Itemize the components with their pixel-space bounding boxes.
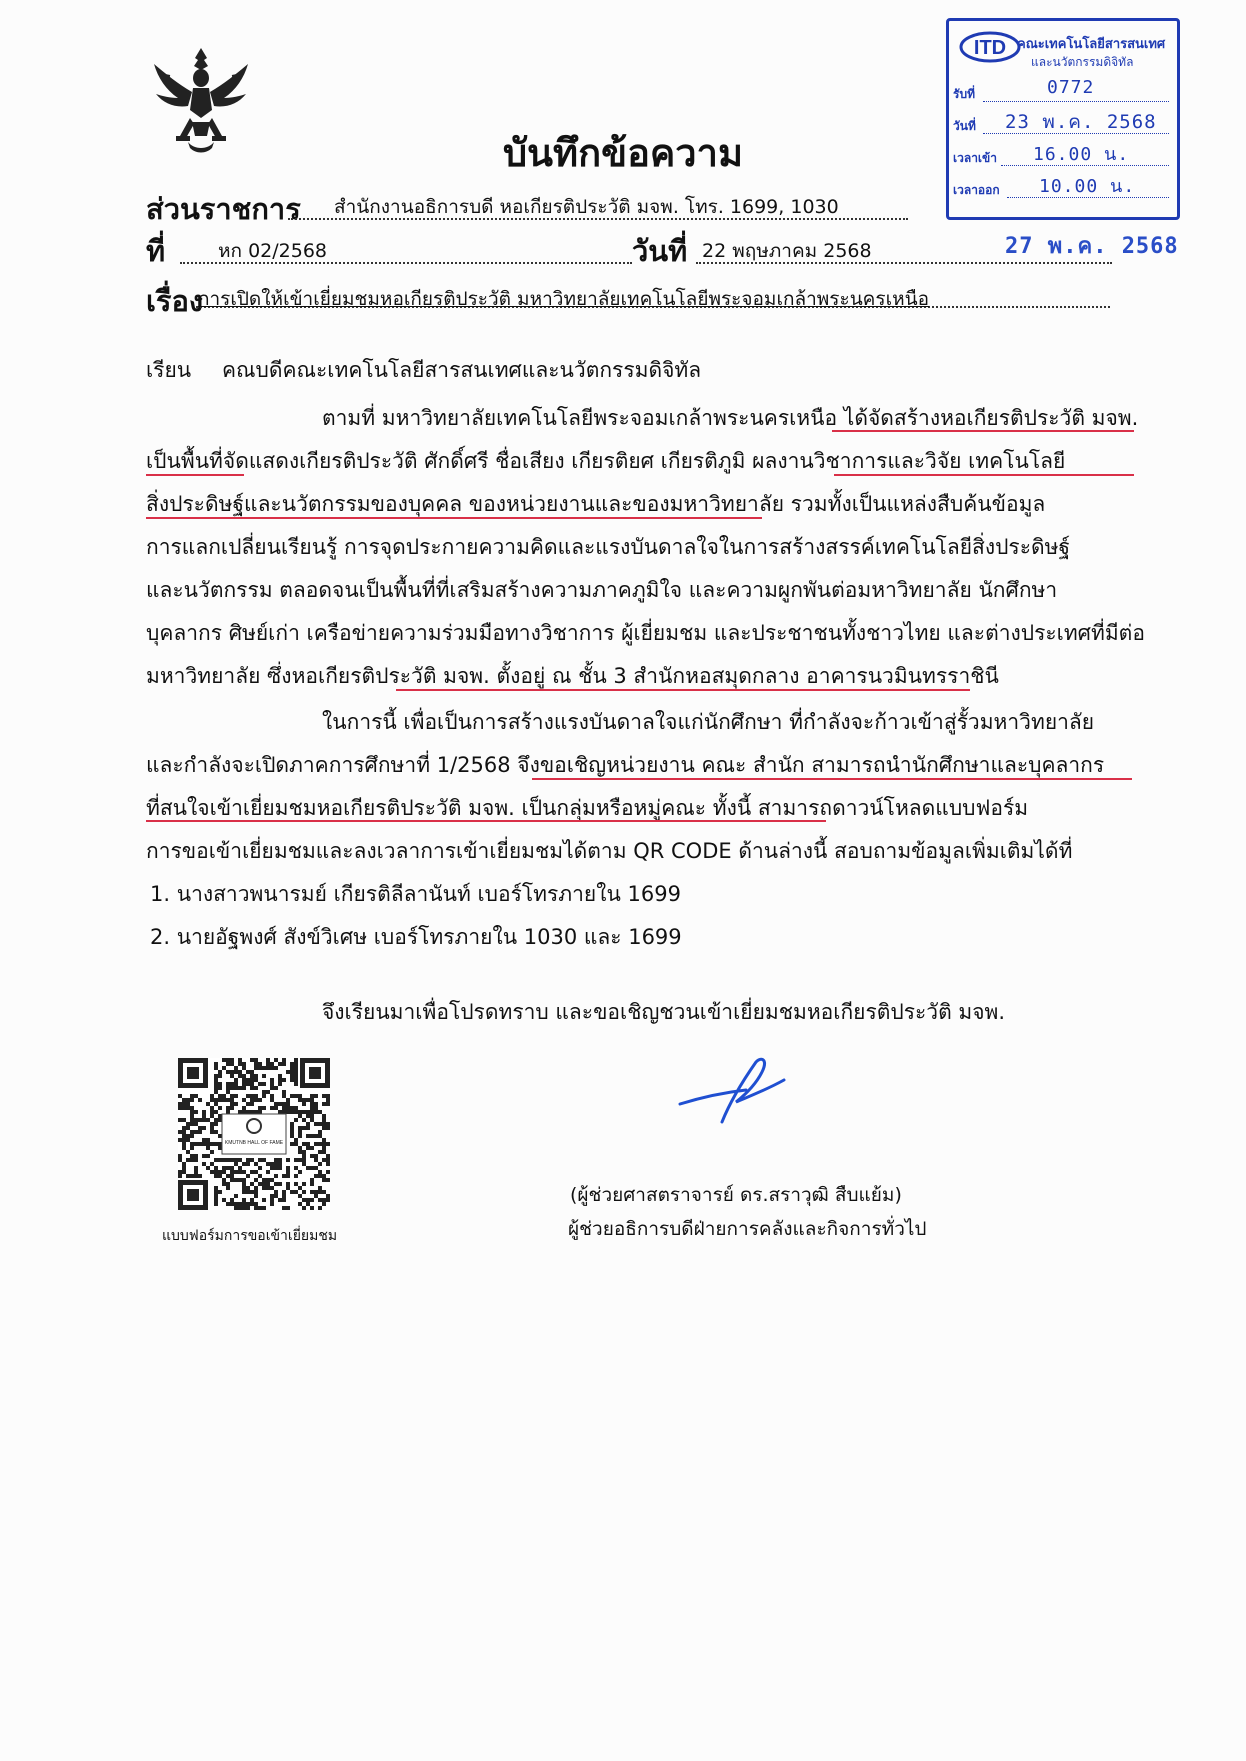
paragraph2-line: การขอเข้าเยี่ยมชมและลงเวลาการเข้าเยี่ยมชมได้ตาม QR CODE ด้านล่างนี้ สอบถามข้อมูลเพิ่มเติมได้ที่ <box>146 839 1073 863</box>
qr-code-icon[interactable] <box>178 1058 330 1210</box>
handwritten-signature-icon <box>676 1050 800 1128</box>
number-label: ที่ <box>146 234 166 268</box>
page-title: บันทึกข้อความ <box>502 131 744 175</box>
stamp-date: 23 พ.ค. 2568 <box>1005 111 1157 133</box>
paragraph1-line: เป็นพื้นที่จัดแสดงเกียรติประวัติ ศักดิ์ศรี ชื่อเสียง เกียรติยศ เกียรติภูมิ ผลงานวิชาการและวิจัย เทคโนโลยี <box>146 449 1066 473</box>
date-value: 22 พฤษภาคม 2568 <box>702 240 872 262</box>
paragraph2-line: และกำลังจะเปิดภาคการศึกษาที่ 1/2568 จึงขอเชิญหน่วยงาน คณะ สำนัก สามารถนำนักศึกษาและบุคลากร <box>146 753 1105 777</box>
stamp-time-in-label: เวลาเข้า <box>953 151 997 165</box>
agency-value: สำนักงานอธิการบดี หอเกียรติประวัติ มจพ. โทร. 1699, 1030 <box>334 196 839 218</box>
paragraph1-line: การแลกเปลี่ยนเรียนรู้ การจุดประกายความคิดและแรงบันดาลใจในการสร้างสรรค์เทคโนโลยีสิ่งประดิษฐ์ <box>146 535 1071 559</box>
contact-item: 2. นายอัฐพงศ์ สังข์วิเศษ เบอร์โทรภายใน 1030 และ 1699 <box>150 925 682 949</box>
qr-center-text: KMUTNB HALL OF FAME <box>224 1140 284 1146</box>
received-date-stamp: 27 พ.ค. 2568 <box>1005 234 1179 259</box>
salutation-value: คณบดีคณะเทคโนโลยีสารสนเทศและนวัตกรรมดิจิทัล <box>222 358 702 382</box>
itd-logo-icon <box>959 31 1021 63</box>
highlight-underline <box>834 474 1134 476</box>
paragraph2-line: ที่สนใจเข้าเยี่ยมชมหอเกียรติประวัติ มจพ. เป็นกลุ่มหรือหมู่คณะ ทั้งนี้ สามารถดาวน์โหลดแบบฟอร์ม <box>146 796 1029 820</box>
highlight-underline <box>146 474 244 476</box>
svg-text:ITD: ITD <box>973 37 1007 59</box>
paragraph1-line: บุคลากร ศิษย์เก่า เครือข่ายความร่วมมือทางวิชาการ ผู้เยี่ยมชม และประชาชนทั้งชาวไทย และต่างประเทศที่มีต่อ <box>146 621 1145 645</box>
qr-caption: แบบฟอร์มการขอเข้าเยี่ยมชม <box>162 1228 338 1244</box>
highlight-underline <box>146 517 762 519</box>
agency-label: ส่วนราชการ <box>146 192 301 226</box>
paragraph1-line: ตามที่ มหาวิทยาลัยเทคโนโลยีพระจอมเกล้าพระนครเหนือ ได้จัดสร้างหอเกียรติประวัติ มจพ. <box>322 406 1139 430</box>
stamp-org-line2: และนวัตกรรมดิจิทัล <box>1031 55 1134 69</box>
highlight-underline <box>396 689 970 691</box>
subject-value: การเปิดให้เข้าเยี่ยมชมหอเกียรติประวัติ มหาวิทยาลัยเทคโนโลยีพระจอมเกล้าพระนครเหนือ <box>198 288 930 310</box>
signatory-name: (ผู้ช่วยศาสตราจารย์ ดร.สราวุฒิ สืบแย้ม) <box>570 1184 902 1206</box>
salutation-label: เรียน <box>146 358 192 382</box>
contact-item: 1. นางสาวพนารมย์ เกียรติลีลานันท์ เบอร์โทรภายใน 1699 <box>150 882 681 906</box>
number-value: หก 02/2568 <box>218 240 327 262</box>
subject-label: เรื่อง <box>146 284 204 318</box>
signatory-position: ผู้ช่วยอธิการบดีฝ่ายการคลังและกิจการทั่วไป <box>568 1218 927 1240</box>
closing-text: จึงเรียนมาเพื่อโปรดทราบ และขอเชิญชวนเข้าเยี่ยมชมหอเกียรติประวัติ มจพ. <box>322 1000 1006 1024</box>
paragraph1-line: และนวัตกรรม ตลอดจนเป็นพื้นที่ที่เสริมสร้างความภาคภูมิใจ และความผูกพันต่อมหาวิทยาลัย นักศึกษา <box>146 578 1058 602</box>
stamp-received-no-label: รับที่ <box>953 87 975 101</box>
stamp-time-in: 16.00 น. <box>1033 144 1130 165</box>
paragraph2-line: ในการนี้ เพื่อเป็นการสร้างแรงบันดาลใจแก่นักศึกษา ที่กำลังจะก้าวเข้าสู่รั้วมหาวิทยาลัย <box>322 710 1095 734</box>
stamp-date-label: วันที่ <box>953 119 976 133</box>
highlight-underline <box>146 820 826 822</box>
stamp-org-line1: คณะเทคโนโลยีสารสนเทศ <box>1017 37 1166 52</box>
paragraph1-line: มหาวิทยาลัย ซึ่งหอเกียรติประวัติ มจพ. ตั้งอยู่ ณ ชั้น 3 สำนักหอสมุดกลาง อาคารนวมินทรราชินี <box>146 664 999 688</box>
highlight-underline <box>532 778 1132 780</box>
stamp-time-out: 10.00 น. <box>1039 176 1136 197</box>
date-label: วันที่ <box>632 234 688 268</box>
receipt-stamp <box>946 18 1180 220</box>
highlight-underline <box>832 430 1134 432</box>
stamp-time-out-label: เวลาออก <box>953 183 1000 197</box>
paragraph1-line: สิ่งประดิษฐ์และนวัตกรรมของบุคคล ของหน่วยงานและของมหาวิทยาลัย รวมทั้งเป็นแหล่งสืบค้นข้อมูล <box>146 492 1046 516</box>
stamp-received-no: 0772 <box>1047 77 1095 98</box>
